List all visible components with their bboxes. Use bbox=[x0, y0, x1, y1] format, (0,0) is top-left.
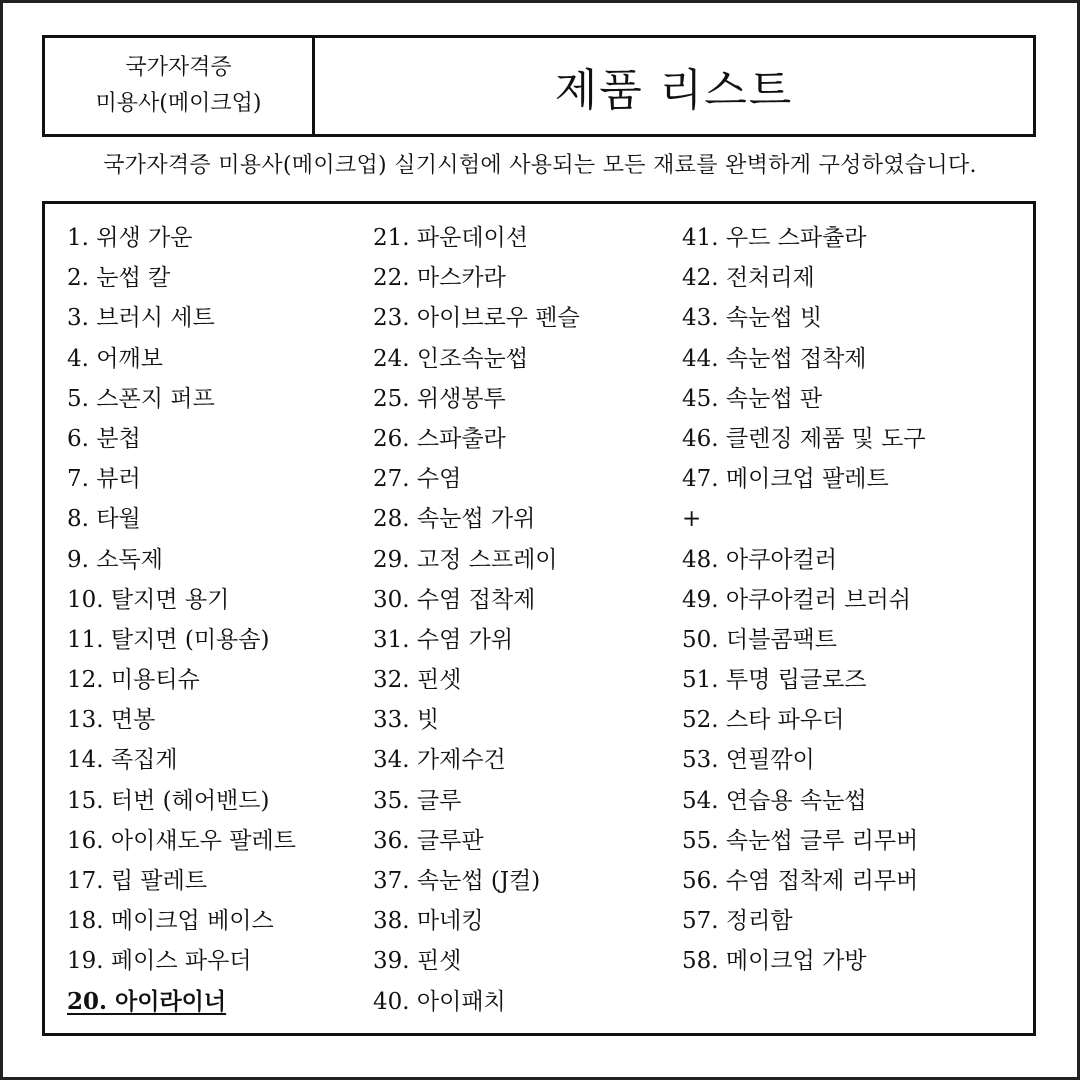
product-list-item: 46. 클렌징 제품 및 도구 bbox=[682, 425, 926, 452]
product-list-item: 48. 아쿠아컬러 bbox=[682, 546, 837, 573]
product-list-item: 47. 메이크업 팔레트 bbox=[682, 466, 889, 493]
product-list-item: 28. 속눈썹 가위 bbox=[373, 506, 536, 533]
product-list-item: 5. 스폰지 퍼프 bbox=[67, 385, 215, 412]
certification-line-2: 미용사(메이크업) bbox=[95, 91, 262, 116]
product-list-item: 57. 정리함 bbox=[682, 908, 793, 935]
product-list-item: 9. 소독제 bbox=[67, 546, 163, 573]
product-list-item: 10. 탈지면 용기 bbox=[67, 586, 230, 613]
product-list-item: 16. 아이섀도우 팔레트 bbox=[67, 827, 296, 854]
product-list-item: 19. 페이스 파우더 bbox=[67, 948, 252, 975]
product-list-item: + bbox=[682, 506, 702, 533]
product-list-item: 3. 브러시 세트 bbox=[67, 305, 215, 332]
product-list-item: 30. 수염 접착제 bbox=[373, 586, 536, 613]
certification-label bbox=[45, 38, 315, 134]
product-list-box bbox=[42, 201, 1036, 1036]
product-list-item: 54. 연습용 속눈썹 bbox=[682, 787, 867, 814]
product-list-item: 58. 메이크업 가방 bbox=[682, 948, 867, 975]
tagline: 국가자격증 미용사(메이크업) 실기시험에 사용되는 모든 재료를 완벽하게 구성하였습니다. bbox=[103, 153, 977, 178]
product-list-item: 56. 수염 접착제 리무버 bbox=[682, 868, 919, 894]
product-list-item: 55. 속눈썹 글루 리무버 bbox=[682, 827, 919, 854]
product-list-item: 24. 인조속눈썹 bbox=[373, 345, 528, 372]
certification-line-1: 국가자격증 bbox=[125, 55, 232, 80]
product-list-item: 39. 핀셋 bbox=[373, 948, 462, 975]
product-list-item: 38. 마네킹 bbox=[373, 908, 484, 935]
product-list-item: 21. 파운데이션 bbox=[373, 225, 528, 251]
product-list-item: 25. 위생봉투 bbox=[373, 385, 506, 412]
product-list-item: 51. 투명 립글로즈 bbox=[682, 667, 867, 694]
product-list-item: 35. 글루 bbox=[373, 787, 462, 814]
header-box bbox=[42, 35, 1036, 137]
product-list-item: 22. 마스카라 bbox=[373, 265, 506, 292]
product-list-item: 23. 아이브로우 펜슬 bbox=[373, 305, 580, 332]
product-list-item: 15. 터번 (헤어밴드) bbox=[67, 787, 270, 814]
product-list-item: 41. 우드 스파츌라 bbox=[682, 225, 867, 251]
product-list-item: 52. 스타 파우더 bbox=[682, 707, 845, 734]
product-list-item: 7. 뷰러 bbox=[67, 466, 141, 493]
product-list-item: 44. 속눈썹 접착제 bbox=[682, 345, 867, 372]
product-column-1 bbox=[67, 218, 296, 1022]
product-list-item: 13. 면봉 bbox=[67, 707, 156, 734]
product-list-item: 34. 가제수건 bbox=[373, 747, 506, 774]
product-list-item: 8. 타월 bbox=[67, 506, 141, 533]
product-list-item: 4. 어깨보 bbox=[67, 345, 163, 372]
product-list-item: 42. 전처리제 bbox=[682, 265, 815, 292]
product-list-item: 31. 수염 가위 bbox=[373, 626, 514, 653]
product-list-item: 17. 립 팔레트 bbox=[67, 868, 208, 894]
product-list-item: 2. 눈썹 칼 bbox=[67, 265, 171, 292]
product-column-2 bbox=[373, 218, 580, 1022]
product-list-item: 27. 수염 bbox=[373, 466, 462, 493]
product-list-item: 32. 핀셋 bbox=[373, 667, 462, 694]
product-column-3 bbox=[682, 218, 926, 982]
product-list-item: 20. 아이라이너 bbox=[67, 987, 227, 1015]
product-list-item: 14. 족집게 bbox=[67, 747, 178, 774]
page-title: 제품 리스트 bbox=[554, 65, 794, 116]
product-list-item: 45. 속눈썹 판 bbox=[682, 385, 823, 412]
product-list-item: 36. 글루판 bbox=[373, 827, 484, 854]
product-list-item: 6. 분첩 bbox=[67, 425, 141, 452]
product-list-item: 26. 스파출라 bbox=[373, 425, 506, 452]
product-list-item: 1. 위생 가운 bbox=[67, 225, 193, 251]
product-list-item: 29. 고정 스프레이 bbox=[373, 546, 558, 573]
product-list-item: 53. 연필깎이 bbox=[682, 747, 815, 774]
product-list-item: 43. 속눈썹 빗 bbox=[682, 305, 823, 332]
product-list-item: 49. 아쿠아컬러 브러쉬 bbox=[682, 586, 911, 613]
product-list-item: 37. 속눈썹 (J컬) bbox=[373, 868, 541, 894]
product-list-item: 11. 탈지면 (미용솜) bbox=[67, 626, 270, 653]
product-list-item: 40. 아이패치 bbox=[373, 988, 506, 1015]
product-list-item: 18. 메이크업 베이스 bbox=[67, 908, 274, 935]
product-list-item: 50. 더블콤팩트 bbox=[682, 626, 837, 653]
product-list-item: 33. 빗 bbox=[373, 707, 440, 734]
product-list-item: 12. 미용티슈 bbox=[67, 667, 200, 694]
